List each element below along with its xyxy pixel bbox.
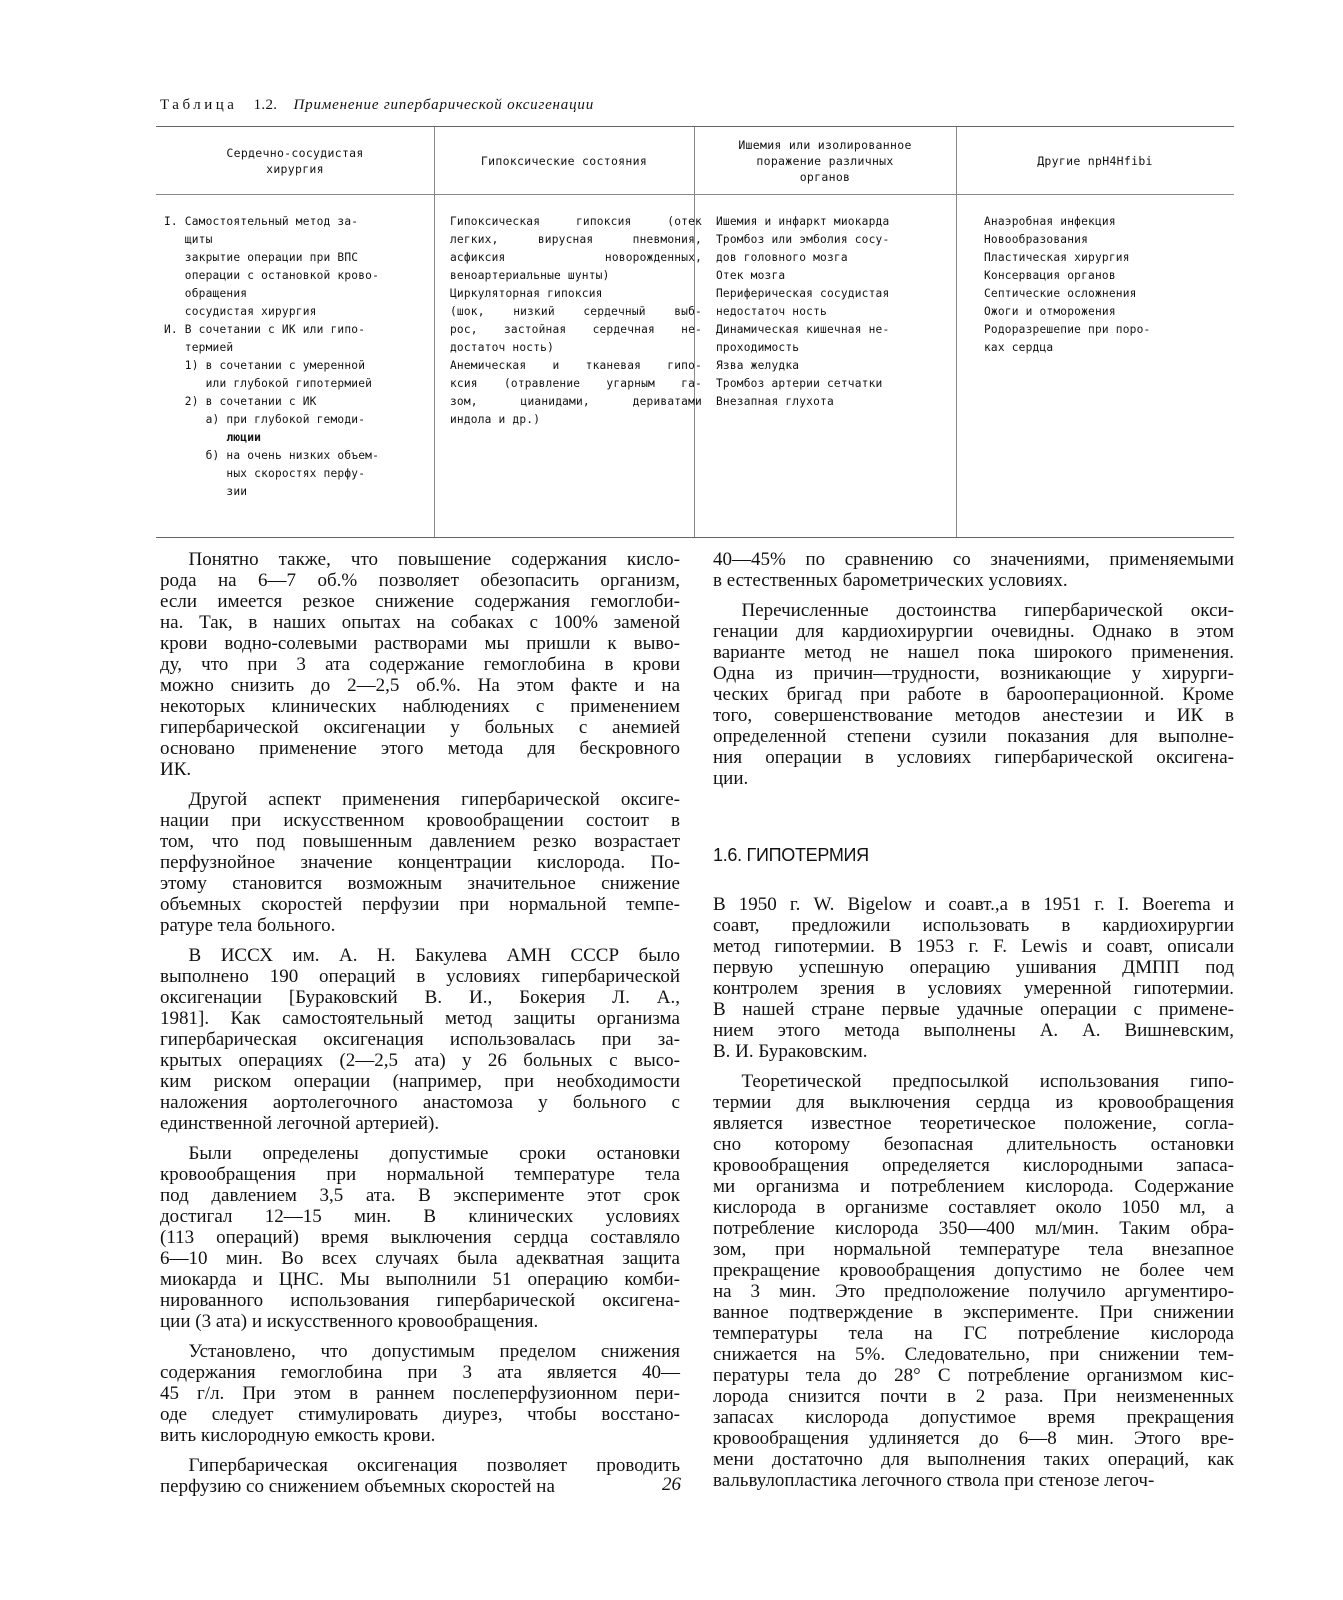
caption-label: Таблица (160, 97, 238, 113)
text-line: 1981]. Как самостоятельный метод защиты организма (160, 1008, 680, 1029)
text-line: мени достаточно для выполнения таких операций, как (713, 1449, 1234, 1470)
text-line: является известное теоретическое положение, согла- (713, 1113, 1234, 1134)
text-line: ции. (713, 768, 749, 789)
table-cell-line: ках сердца (984, 341, 1054, 354)
text-line: вальвулопластика легочного ствола при стенозе легоч- (713, 1470, 1155, 1491)
text-line: в естественных барометрических условиях. (713, 570, 1068, 591)
text-line: 6—10 мин. Во всех случаях была адекватная защита (160, 1248, 680, 1269)
table-cell-line: достаточ ность) (450, 341, 555, 354)
right-bottom-text (713, 894, 1234, 1491)
right-column-text (713, 549, 1234, 1491)
text-line: миокарда и ЦНС. Мы выполнили 51 операцию комби- (160, 1269, 680, 1290)
text-line: содержания гемоглобина при 3 ата является 40— (160, 1362, 680, 1383)
table-cell-line: щиты (164, 233, 213, 246)
text-line: на. Так, в наших опытах на собаках с 100% заменой (160, 612, 680, 633)
table-cell-line: термией (164, 341, 234, 354)
paragraph (713, 600, 1234, 789)
table-cell-line: операции с остановкой крово- (164, 269, 379, 282)
paragraph (713, 894, 1234, 1062)
text-line: Одна из причин—трудности, возникающие у хирурги- (713, 663, 1234, 684)
text-line: зом, при нормальной температуре тела внезапное (713, 1239, 1234, 1260)
table-cell-line: (шок, низкий сердечный выб- (450, 305, 702, 318)
paragraph (160, 1341, 680, 1446)
text-line: генации для кардиохирургии очевидны. Однако в этом (713, 621, 1234, 642)
text-line: ции (3 ата) и искусственного кровообращения. (160, 1311, 539, 1332)
text-line: пературы тела до 28° С потребление организмом кис- (713, 1365, 1234, 1386)
text-line: на 3 мин. Это предположение получило аргументиро- (713, 1281, 1234, 1302)
paragraph (160, 549, 680, 780)
text-line: выполнено 190 операций в условиях гипербарической (160, 966, 680, 987)
table-cell-line: легких, вирусная пневмония, (450, 233, 702, 246)
text-line: В. И. Бураковским. (713, 1041, 868, 1062)
paragraph (160, 789, 680, 936)
table-header-3: Ишемия или изолированное поражение различных органов (738, 137, 912, 184)
text-line: Другой аспект применения гипербарической оксиге- (160, 789, 680, 810)
text-line: ду, что при 3 ата содержание гемоглобина в крови (160, 654, 680, 675)
table-column-2 (450, 213, 702, 429)
text-line: контролем зрения в условиях умеренной гипотермии. (713, 978, 1234, 999)
table-header-2: Гипоксические состояния (480, 153, 648, 168)
text-line: крови водно-солевыми растворами мы пришли к выво- (160, 633, 680, 654)
text-line: термии для выключения сердца из кровообращения (713, 1092, 1234, 1113)
table-cell-line: сосудистая хирургия (164, 305, 317, 318)
table-cell-line: Тромбоз артерии сетчатки (716, 377, 883, 390)
paragraph (713, 1071, 1234, 1491)
table-column-1 (164, 213, 436, 501)
text-line: Гипербарическая оксигенация позволяет проводить (160, 1455, 680, 1476)
text-line: 45 г/л. При этом в раннем послеперфузионном пери- (160, 1383, 680, 1404)
table-cell-line: закрытие операции при ВПС (164, 251, 359, 264)
table-cell-line: Язва желудка (716, 359, 800, 372)
text-line: ИК. (160, 759, 192, 780)
text-line: под давлением 3,5 ата. В эксперименте этот срок (160, 1185, 680, 1206)
right-top-text (713, 549, 1234, 789)
table-cell-line: Септические осложнения (984, 287, 1137, 300)
text-line: ким риском операции (например, при необходимости (160, 1071, 680, 1092)
table-cell-line: Ожоги и отморожения (984, 305, 1116, 318)
text-line: Понятно также, что повышение содержания кисло- (160, 549, 680, 570)
table-cell-line: рос, застойная сердечная не- (450, 323, 702, 336)
text-line: можно снизить до 2—2,5 об.%. На этом факте и на (160, 675, 680, 696)
table-cell-line: веноартериальные шунты) (450, 269, 610, 282)
text-line: Были определены допустимые сроки остановки (160, 1143, 680, 1164)
text-line: кровообращения при нормальной температуре тела (160, 1164, 680, 1185)
text-line: Перечисленные достоинства гипербарической окси- (713, 600, 1234, 621)
text-line: основано применение этого метода для бескровного (160, 738, 680, 759)
paragraph (160, 1143, 680, 1332)
table-cell-line: Циркуляторная гипоксия (450, 287, 603, 300)
text-line: этому становится возможным значительное снижение (160, 873, 680, 894)
text-line: рода на 6—7 об.% позволяет обезопасить организм, (160, 570, 680, 591)
text-line: сно которому безопасная длительность остановки (713, 1134, 1234, 1155)
table-cell-line: Анаэробная инфекция (984, 215, 1116, 228)
text-line: ванное подтверждение в эксперименте. При снижении (713, 1302, 1234, 1323)
table-cell-line: зии (164, 485, 248, 498)
text-line: метод гипотермии. В 1953 г. F. Lewis и соавт, описали (713, 936, 1234, 957)
text-line: ратуре тела больного. (160, 915, 336, 936)
text-line: соавт, предложили использовать в кардиохирургии (713, 915, 1234, 936)
table-column-3 (716, 213, 971, 411)
table-cell-line: асфиксия новорожденных, (450, 251, 702, 264)
text-line: запасах кислорода допустимое время прекращения (713, 1407, 1234, 1428)
text-line: (113 операций) время выключения сердца составляло (160, 1227, 680, 1248)
table-cell-line: а) при глубокой гемоди- (164, 413, 366, 426)
table-cell-line: ксия (отравление угарным га- (450, 377, 702, 390)
text-line: некоторых клинических наблюдениях с применением (160, 696, 680, 717)
text-line: гипербарической оксигенации у больных с анемией (160, 717, 680, 738)
text-line: варианте метод не нашел пока широкого применения. (713, 642, 1234, 663)
text-line: В ИССХ им. А. Н. Бакулева АМН СССР было (160, 945, 680, 966)
text-line: В 1950 г. W. Bigelow и соавт.,а в 1951 г. I. Boerema и (713, 894, 1234, 915)
table-cell-line: Гипоксическая гипоксия (отек (450, 215, 702, 228)
text-line: единственной легочной артерией). (160, 1113, 440, 1134)
table-header-1: Сердечно-сосудистая хирургия (226, 145, 364, 176)
table-cell-line: индола и др.) (450, 413, 541, 426)
paragraph (713, 549, 1234, 591)
text-line: снижается на 5%. Следовательно, при снижении тем- (713, 1344, 1234, 1365)
page-number: 26 (662, 1474, 681, 1495)
table-cell-line: 2) в сочетании с ИК (164, 395, 317, 408)
table-cell-line: Родоразрешепие при поро- (984, 323, 1151, 336)
text-line: если имеется резкое снижение содержания гемоглоби- (160, 591, 680, 612)
table-cell-line: 1) в сочетании с умеренной (164, 359, 366, 372)
text-line: Установлено, что допустимым пределом снижения (160, 1341, 680, 1362)
table-cell-line: б) на очень низких объем- (164, 449, 379, 462)
table-cell-line: Ишемия и инфаркт миокарда (716, 215, 890, 228)
text-line: прекращение кровообращения допустимо не более чем (713, 1260, 1234, 1281)
text-line: того, совершенствование методов анестезии и ИК в (713, 705, 1234, 726)
table-cell-line: Отек мозга (716, 269, 786, 282)
text-line: перфузию со снижением объемных скоростей на (160, 1476, 555, 1497)
table-cell-line: проходимость (716, 341, 800, 354)
text-line: нированного использования гипербарической оксигена- (160, 1290, 680, 1311)
table-cell-line: дов головного мозга (716, 251, 848, 264)
table-column-4 (984, 213, 1230, 357)
text-line: вить кислородную емкость крови. (160, 1425, 436, 1446)
table-cell-line: Консервация органов (984, 269, 1116, 282)
text-line: лорода снизится почти в 2 раза. При неизмененных (713, 1386, 1234, 1407)
table-cell-line: Новообразования (984, 233, 1089, 246)
table-cell-line: люции (164, 431, 262, 444)
text-line: ми организма и потреблением кислорода. Содержание (713, 1176, 1234, 1197)
table-cell-line: I. Самостоятельный метод за- (164, 215, 359, 228)
text-line: потребление кислорода 350—400 мл/мин. Таким обра- (713, 1218, 1234, 1239)
table-cell-line: ных скоростях перфу- (164, 467, 366, 480)
text-line: первую успешную операцию ушивания ДМПП под (713, 957, 1234, 978)
table-header-divider (156, 194, 1234, 195)
text-line: оксигенации [Бураковский В. И., Бокерия Л. А., (160, 987, 680, 1008)
table-cell-line: обращения (164, 287, 248, 300)
paragraph (160, 945, 680, 1134)
text-line: 40—45% по сравнению со значениями, применяемыми (713, 549, 1234, 570)
table-caption (160, 97, 594, 114)
table-header-4: Другие npH4Hfibi (1037, 153, 1153, 168)
text-line: крытых операциях (2—2,5 ата) у 26 больных с высо- (160, 1050, 680, 1071)
table-cell-line: Динамическая кишечная не- (716, 323, 890, 336)
text-line: определенной степени сузили показания для выполне- (713, 726, 1234, 747)
table-cell-line: зом, цианидами, дериватами (450, 395, 702, 408)
text-line: Теоретической предпосылкой использования гипо- (713, 1071, 1234, 1092)
text-line: объемных скоростей перфузии при нормальной темпе- (160, 894, 680, 915)
table-cell-line: Пластическая хирургия (984, 251, 1130, 264)
table (156, 126, 1234, 538)
table-cell-line: недостаточ ность (716, 305, 827, 318)
table-cell-line: Анемическая и тканевая гипо- (450, 359, 702, 372)
section-heading: 1.6. ГИПОТЕРМИЯ (713, 845, 869, 865)
left-column-text (160, 549, 680, 1497)
text-line: ческих бригад при работе в барооперационной. Кроме (713, 684, 1234, 705)
text-line: том, что под повышенным давлением резко возрастает (160, 831, 680, 852)
text-line: кровообращения определяется кислородными запаса- (713, 1155, 1234, 1176)
table-cell-line: Периферическая сосудистая (716, 287, 890, 300)
text-line: гипербарическая оксигенация использовалась при за- (160, 1029, 680, 1050)
text-line: перфузнойное значение концентрации кислорода. По- (160, 852, 680, 873)
text-line: наложения аортолегочного анастомоза у больного с (160, 1092, 680, 1113)
text-line: достигал 12—15 мин. В клинических условиях (160, 1206, 680, 1227)
text-line: В нашей стране первые удачные операции с примене- (713, 999, 1234, 1020)
text-line: кровообращения удлиняется до 6—8 мин. Этого вре- (713, 1428, 1234, 1449)
text-line: нации при искусственном кровообращении состоит в (160, 810, 680, 831)
text-line: ния операции в условиях гипербарической оксигена- (713, 747, 1234, 768)
table-cell-line: или глубокой гипотермией (164, 377, 373, 390)
text-line: температуры тела на ГС потребление кислорода (713, 1323, 1234, 1344)
text-line: оде следует стимулировать диурез, чтобы восстано- (160, 1404, 680, 1425)
caption-title: Применение гипербарической оксигенации (293, 97, 595, 113)
text-line: кислорода в организме составляет около 1050 мл, а (713, 1197, 1234, 1218)
table-cell-line: Тромбоз или эмболия сосу- (716, 233, 890, 246)
table-cell-line: И. В сочетании с ИК или гипо- (164, 323, 366, 336)
table-cell-line: Внезапная глухота (716, 395, 834, 408)
text-line: нием этого метода выполнены А. А. Вишневским, (713, 1020, 1234, 1041)
caption-number: 1.2. (253, 97, 278, 113)
